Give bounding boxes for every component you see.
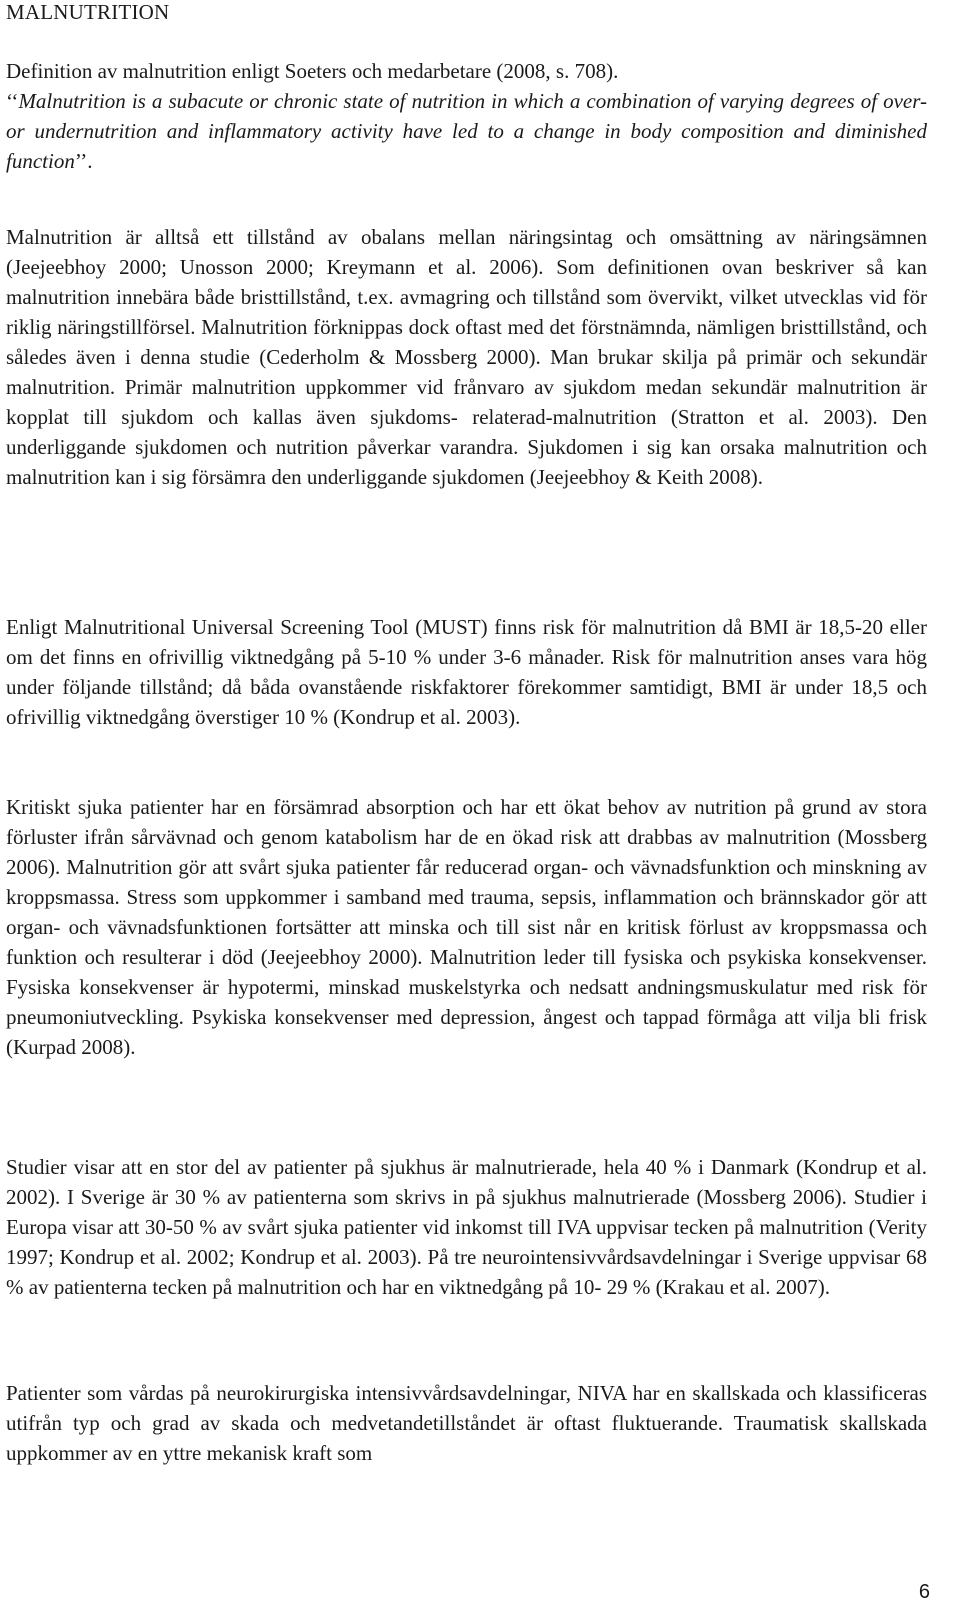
section-heading: MALNUTRITION [6,0,170,24]
definition-quote [6,86,927,176]
page-number: 6 [918,1581,930,1603]
definition-intro: Definition av malnutrition enligt Soeters och medarbetare (2008, s. 708). [6,59,619,83]
paragraph-kritiskt-sjuka: Kritiskt sjuka patienter har en försämrad absorption och har ett ökat behov av nutrition på grund av stora förluster ifrån sårvävnad och genom katabolism har de en ökad risk att drabbas av malnutrition (Mossberg 2006). Malnutrition gör att svårt sjuka patienter får reducerad organ- och vävnadsfunktion och minskning av kroppsmassa. Stress som uppkommer i samband med trauma, sepsis, inflammation och brännskador gör att organ- och vävnadsfunktionen fortsätter att minska och till sist når en kritisk förlust av kroppsmassa och funktion och resulterar i död (Jeejeebhoy 2000). Malnutrition leder till fysiska och psykiska konsekvenser. Fysiska konsekvenser är hypotermi, minskad muskelstyrka och nedsatt andningsmuskulatur med risk för pneumoniutveckling. Psykiska konsekvenser med depression, ångest och tappad förmåga att vilja bli frisk (Kurpad 2008). [6,795,927,1059]
paragraph-studier: Studier visar att en stor del av patienter på sjukhus är malnutrierade, hela 40 % i Danmark (Kondrup et al. 2002). I Sverige är 30 % av patienterna som skrivs in på sjukhus malnutrierade (Mossberg 2006). Studier i Europa visar att 30-50 % av svårt sjuka patienter vid inkomst till IVA uppvisar tecken på malnutrition (Verity 1997; Kondrup et al. 2002; Kondrup et al. 2003). På tre neurointensivvårdsavdelningar i Sverige uppvisar 68 % av patienterna tecken på malnutrition och har en viktnedgång på 10- 29 % (Krakau et al. 2007). [6,1155,927,1299]
quote-text: Malnutrition is a subacute or chronic state of nutrition in which a combination of varying degrees of over- or undernutrition and inflammatory activity have led to a change in body composition and diminished function [6,89,927,173]
quote-end: . [87,149,93,173]
paragraph-niva: Patienter som vårdas på neurokirurgiska intensivvårdsavdelningar, NIVA har en skallskada och klassificeras utifrån typ och grad av skada och medvetandetillståndet är oftast fluktuerande. Traumatisk skallskada uppkommer av en yttre mekanisk kraft som [6,1381,927,1465]
paragraph-must: Enligt Malnutritional Universal Screening Tool (MUST) finns risk för malnutrition då BMI är 18,5-20 eller om det finns en ofrivillig viktnedgång på 5-10 % under 3-6 månader. Risk för malnutrition anses vara hög under följande tillstånd; då båda ovanstående riskfaktorer förekommer samtidigt, BMI är under 18,5 och ofrivillig viktnedgång överstiger 10 % (Kondrup et al. 2003). [6,615,927,729]
quote-close-mark: ’’ [74,149,88,173]
quote-open-mark: ‘‘ [6,89,19,113]
paragraph-malnutrition-obalans: Malnutrition är alltså ett tillstånd av obalans mellan näringsintag och omsättning av näringsämnen (Jeejeebhoy 2000; Unosson 2000; Kreymann et al. 2006). Som definitionen ovan beskriver så kan malnutrition innebära både bristtillstånd, t.ex. avmagring och tillstånd som övervikt, vilket utvecklas vid för riklig näringstillförsel. Malnutrition förknippas dock oftast med det förstnämnda, nämligen bristtillstånd, och således även i denna studie (Cederholm & Mossberg 2000). Man brukar skilja på primär och sekundär malnutrition. Primär malnutrition uppkommer vid frånvaro av sjukdom medan sekundär malnutrition är kopplat till sjukdom och kallas även sjukdoms- relaterad-malnutrition (Stratton et al. 2003). Den underliggande sjukdomen och nutrition påverkar varandra. Sjukdomen i sig kan orsaka malnutrition och malnutrition kan i sig försämra den underliggande sjukdomen (Jeejeebhoy & Keith 2008). [6,225,927,489]
